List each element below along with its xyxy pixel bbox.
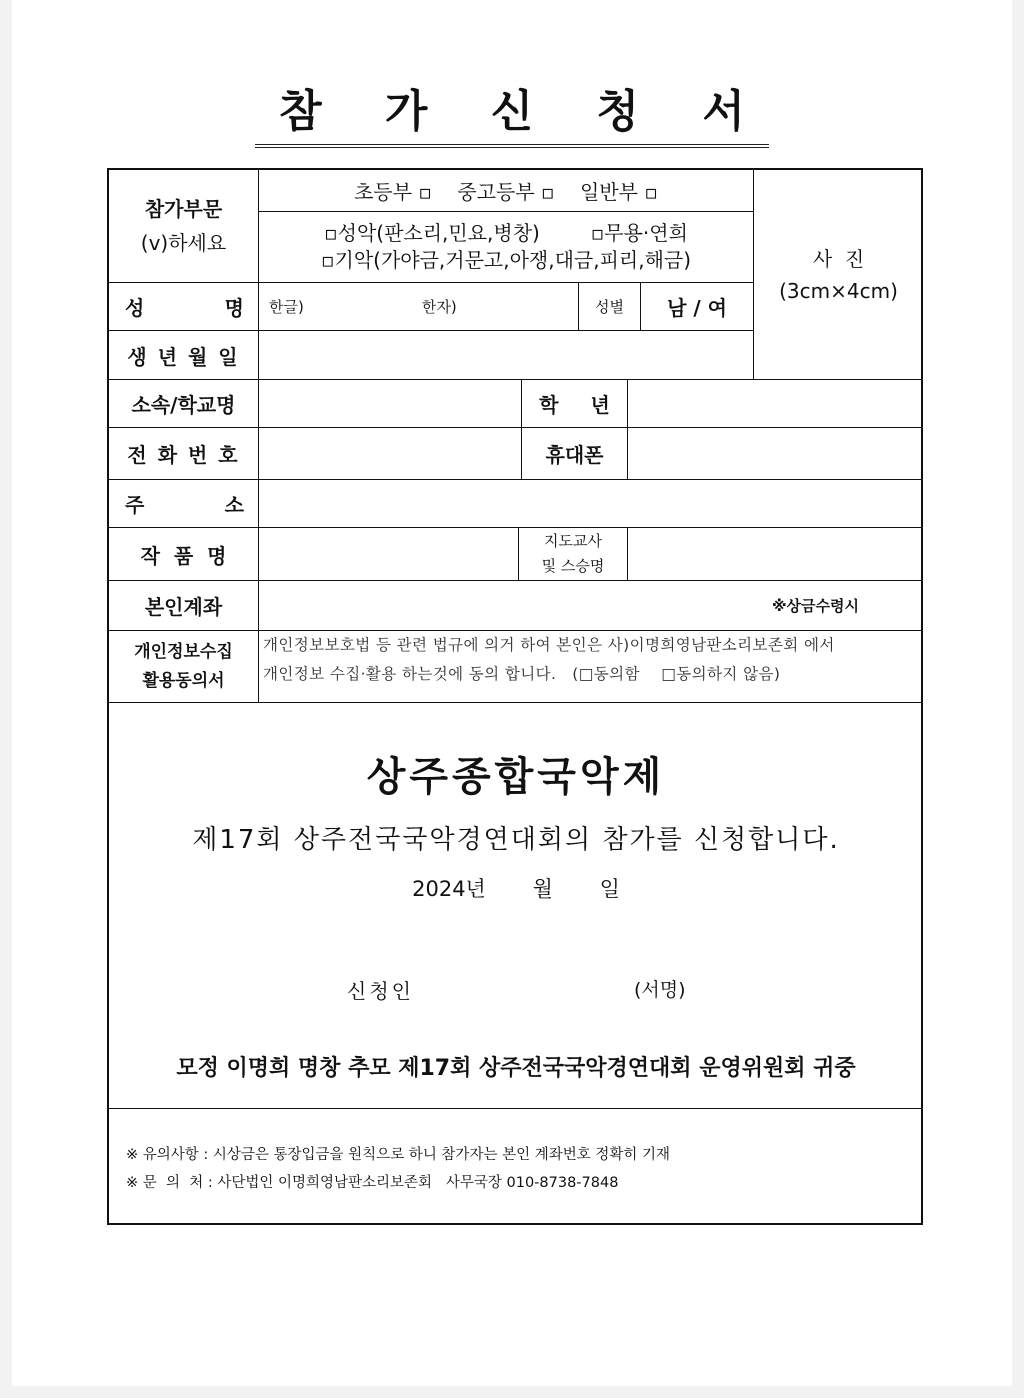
division-genre-line2: ▫기악(가야금,거문고,아쟁,대금,피리,해금) (320, 248, 692, 272)
name-hanja: 한자) (421, 298, 457, 316)
privacy-label-line1: 개인정보수집 (134, 641, 233, 662)
division-label-line1: 참가부문 (144, 197, 223, 221)
privacy-label-line2: 활용동의서 (142, 670, 225, 691)
school-label-text: 소속/학교명 (131, 393, 236, 417)
account-note: ※상금수령시 (771, 597, 859, 615)
application-form-table (107, 168, 923, 1225)
division-age-options-text: 초등부 ▫ 중고등부 ▫ 일반부 ▫ (354, 180, 658, 204)
division-label-line2: (v)하세요 (140, 231, 227, 255)
photo-label: 사 진 (812, 246, 865, 271)
gender-label-text: 성별 (595, 298, 624, 316)
photo-box[interactable] (753, 170, 923, 379)
address-label-b: 소 (224, 493, 244, 517)
birth-label-text: 생 년 월 일 (127, 344, 240, 369)
declaration-section (109, 702, 923, 1108)
teacher-label-line1: 지도교사 (544, 532, 602, 550)
addressee: 모정 이명희 명창 추모 제17회 상주전국국악경연대회 운영위원회 귀중 (176, 1056, 856, 1081)
privacy-text-line1: 개인정보보호법 등 관련 법규에 의거 하여 본인은 사)이명희영남판소리보존회 에서 (263, 636, 835, 654)
account-input[interactable] (258, 580, 923, 630)
application-date: 2024년 월 일 (412, 877, 620, 901)
teacher-input[interactable] (627, 527, 923, 580)
school-input[interactable] (258, 379, 521, 427)
privacy-consent-text[interactable] (258, 630, 923, 702)
work-label (109, 527, 258, 580)
work-label-text: 작 품 명 (140, 543, 227, 568)
account-label-text: 본인계좌 (144, 595, 223, 619)
grade-input[interactable] (627, 379, 923, 427)
note-caution: ※ 유의사항 : 시상금은 통장입금을 원칙으로 하니 참가자는 본인 계좌번호 정확히 기재 (126, 1147, 670, 1163)
grade-label (521, 379, 627, 427)
birth-label (109, 330, 258, 379)
work-input[interactable] (258, 527, 518, 580)
gender-value: 남 / 여 (667, 296, 727, 320)
mobile-label-text: 휴대폰 (545, 443, 604, 467)
gender-options[interactable] (640, 282, 753, 330)
gender-label (578, 282, 640, 330)
page-title: 참 가 신 청 서 (255, 84, 769, 148)
account-label (109, 580, 258, 630)
declaration-statement: 제17회 상주전국국악경연대회의 참가를 신청합니다. (192, 825, 840, 855)
phone-input[interactable] (258, 427, 521, 479)
division-genre-options[interactable] (258, 211, 753, 282)
festival-title: 상주종합국악제 (366, 754, 666, 800)
division-label (109, 170, 258, 282)
division-age-options[interactable] (258, 170, 753, 211)
applicant-label: 신청인 (347, 979, 414, 1003)
notes-section (109, 1108, 923, 1225)
address-label-a: 주 (125, 493, 145, 517)
name-label-a: 성 (125, 296, 145, 320)
phone-label (109, 427, 258, 479)
birth-input[interactable] (258, 330, 753, 379)
teacher-label (518, 527, 627, 580)
signature-field[interactable] (634, 975, 754, 1001)
name-input-area[interactable] (258, 282, 578, 330)
name-label-b: 명 (224, 296, 244, 320)
address-label (109, 479, 258, 527)
signature-label: (서명) (634, 979, 686, 1001)
photo-size: (3cm×4cm) (779, 278, 898, 303)
name-label (109, 282, 258, 330)
grade-label-b: 년 (590, 393, 610, 417)
title-area (0, 84, 1024, 148)
grade-label-a: 학 (539, 393, 559, 417)
teacher-label-line2: 및 스승명 (541, 557, 605, 575)
school-label (109, 379, 258, 427)
division-genre-line1: ▫성악(판소리,민요,병창) ▫무용·연희 (324, 221, 688, 245)
mobile-input[interactable] (627, 427, 923, 479)
privacy-text-line2: 개인정보 수집·활용 하는것에 동의 합니다. (□동의함 □동의하지 않음) (263, 665, 781, 683)
mobile-label (521, 427, 627, 479)
phone-label-text: 전 화 번 호 (127, 443, 240, 467)
privacy-label (109, 630, 258, 702)
note-contact: ※ 문 의 처 : 사단법인 이명희영남판소리보존회 사무국장 010-8738-7848 (126, 1175, 619, 1191)
name-hangul: 한글) (269, 298, 304, 316)
address-input[interactable] (258, 479, 923, 527)
